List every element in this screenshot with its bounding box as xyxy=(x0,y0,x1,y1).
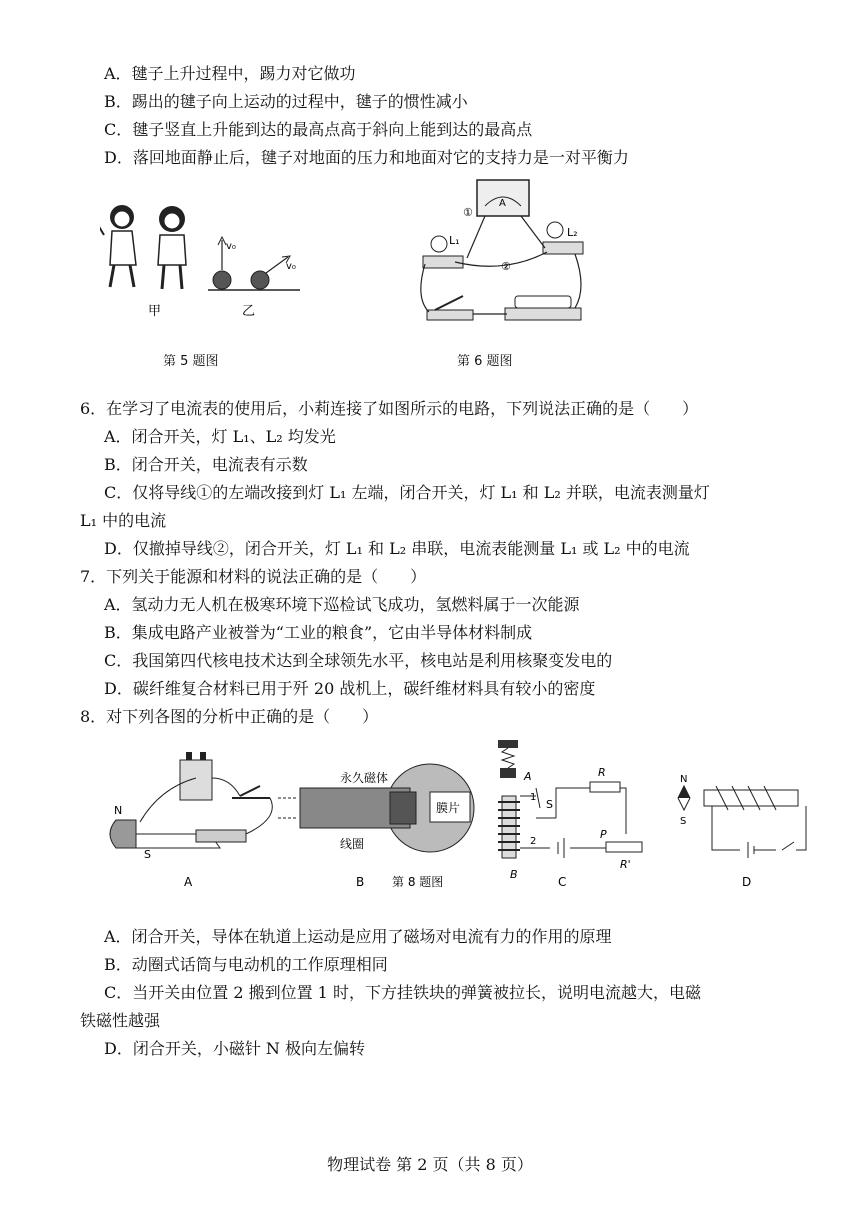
page-footer: 物理试卷 第 2 页（共 8 页） xyxy=(327,1155,533,1174)
q5-option-d: D．落回地面静止后，毽子对地面的压力和地面对它的支持力是一对平衡力 xyxy=(104,148,629,167)
q7-option-a: A．氢动力无人机在极寒环境下巡检试飞成功，氢燃料属于一次能源 xyxy=(104,595,580,614)
q7-option-d: D．碳纤维复合材料已用于歼 20 战机上，碳纤维材料具有较小的密度 xyxy=(104,679,596,698)
figure-6 xyxy=(415,178,590,333)
q6-stem: 6．在学习了电流表的使用后，小莉连接了如图所示的电路，下列说法正确的是（ ） xyxy=(80,399,699,418)
fig5-label-yi: 乙 xyxy=(242,304,256,319)
fig8-a-s: S xyxy=(144,848,151,861)
q6-option-a: A．闭合开关，灯 L₁、L₂ 均发光 xyxy=(104,427,336,446)
q8-option-c: C．当开关由位置 2 搬到位置 1 时，下方挂铁块的弹簧被拉长，说明电流越大，电磁 xyxy=(104,983,701,1002)
q8-option-d: D．闭合开关，小磁针 N 极向左偏转 xyxy=(104,1039,366,1058)
q6-option-c: C．仅将导线①的左端改接到灯 L₁ 左端，闭合开关，灯 L₁ 和 L₂ 并联，电流表测量灯 xyxy=(104,483,710,502)
fig8-c-2: 2 xyxy=(530,836,537,847)
ammeter-label: A xyxy=(499,198,506,209)
fig8-c-p: P xyxy=(600,828,607,841)
fig8-b-magnet: 永久磁体 xyxy=(340,771,389,785)
fig8-b xyxy=(276,764,474,889)
fig8-d-n: N xyxy=(680,774,688,785)
fig8-b-film: 膜片 xyxy=(436,801,461,815)
q7-stem: 7．下列关于能源和材料的说法正确的是（ ） xyxy=(80,567,427,586)
fig5-label-jia: 甲 xyxy=(148,304,162,319)
q5-option-b: B．踢出的毽子向上运动的过程中，毽子的惯性减小 xyxy=(104,92,468,111)
fig8-a xyxy=(110,752,272,889)
q7-option-c: C．我国第四代核电技术达到全球领先水平，核电站是利用核聚变发电的 xyxy=(104,651,613,670)
fig8-d-s: S xyxy=(680,816,687,827)
q5-option-a: A．毽子上升过程中，踢力对它做功 xyxy=(104,64,356,83)
fig8-a-n: N xyxy=(114,804,123,817)
l1-label: L₁ xyxy=(449,234,460,247)
q8-option-c-cont: 铁磁性越强 xyxy=(80,1011,161,1030)
fig8-c-b: B xyxy=(510,868,518,881)
q6-option-b: B．闭合开关，电流表有示数 xyxy=(104,455,308,474)
figure-5 xyxy=(100,195,310,330)
fig8-c-r2: R' xyxy=(620,858,631,871)
q6-option-c-cont: L₁ 中的电流 xyxy=(80,511,167,530)
fig8-c-1: 1 xyxy=(530,792,537,803)
fig8-label-a: A xyxy=(184,875,193,889)
q7-option-b: B．集成电路产业被誉为“工业的粮食”，它由半导体材料制成 xyxy=(104,623,533,642)
fig8-b-coil: 线圈 xyxy=(340,837,365,851)
fig6-caption: 第 6 题图 xyxy=(457,354,513,369)
v0-label-vertical: v₀ xyxy=(226,241,236,252)
fig8-caption: 第 8 题图 xyxy=(392,875,444,889)
fig8-d xyxy=(678,774,806,889)
fig8-label-c: C xyxy=(558,875,567,889)
fig8-label-b: B xyxy=(356,875,365,889)
q8-stem: 8．对下列各图的分析中正确的是（ ） xyxy=(80,707,379,726)
v0-label-oblique: v₀ xyxy=(286,261,296,272)
fig8-c xyxy=(498,740,642,889)
q5-option-c: C．毽子竖直上升能到达的最高点高于斜向上能到达的最高点 xyxy=(104,120,533,139)
fig8-c-r: R xyxy=(598,766,606,779)
figure-8 xyxy=(100,738,810,898)
wire1-label: ① xyxy=(463,206,473,219)
q8-option-b: B．动圈式话筒与电动机的工作原理相同 xyxy=(104,955,388,974)
fig8-c-s: S xyxy=(546,798,553,811)
fig8-label-d: D xyxy=(742,875,752,889)
kids-illustration xyxy=(100,205,186,289)
q8-option-a: A．闭合开关，导体在轨道上运动是应用了磁场对电流有力的作用的原理 xyxy=(104,927,612,946)
fig5-caption: 第 5 题图 xyxy=(163,354,219,369)
l2-label: L₂ xyxy=(567,226,578,239)
wire2-label: ② xyxy=(501,260,511,273)
fig8-c-a: A xyxy=(524,770,532,783)
q6-option-d: D．仅撤掉导线②，闭合开关，灯 L₁ 和 L₂ 串联，电流表能测量 L₁ 或 L₂ 中的电流 xyxy=(104,539,690,558)
